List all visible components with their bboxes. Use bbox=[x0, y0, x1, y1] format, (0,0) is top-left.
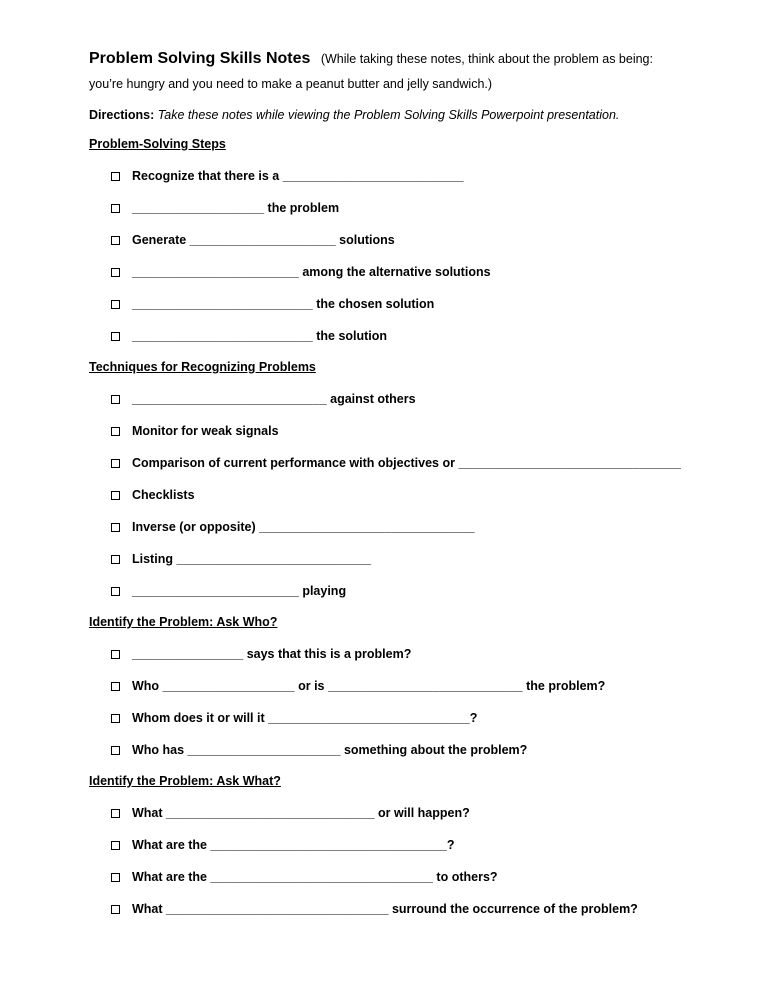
section-heading-ask-who: Identify the Problem: Ask Who? bbox=[89, 615, 278, 629]
checkbox-square-icon[interactable] bbox=[111, 873, 120, 882]
checklist-item: Generate _____________________ solutions bbox=[111, 233, 395, 247]
checklist-item: Who ___________________ or is ____________________________ the problem? bbox=[111, 679, 605, 693]
checkbox-square-icon[interactable] bbox=[111, 809, 120, 818]
title-note-continued: you’re hungry and you need to make a peanut butter and jelly sandwich.) bbox=[89, 77, 493, 91]
checkbox-square-icon[interactable] bbox=[111, 332, 120, 341]
checkbox-square-icon[interactable] bbox=[111, 841, 120, 850]
checkbox-square-icon[interactable] bbox=[111, 268, 120, 277]
checklist-item: Whom does it or will it _____________________________? bbox=[111, 711, 477, 725]
checkbox-square-icon[interactable] bbox=[111, 714, 120, 723]
checkbox-square-icon[interactable] bbox=[111, 905, 120, 914]
checklist-item: __________________________ the chosen solution bbox=[111, 297, 434, 311]
checklist-item: ____________________________ against others bbox=[111, 392, 416, 406]
checklist-item: Who has ______________________ something about the problem? bbox=[111, 743, 527, 757]
checklist-item: Recognize that there is a __________________________ bbox=[111, 169, 463, 183]
checkbox-square-icon[interactable] bbox=[111, 555, 120, 564]
checkbox-square-icon[interactable] bbox=[111, 427, 120, 436]
directions-label: Directions: bbox=[89, 108, 155, 122]
checklist-item: Comparison of current performance with objectives or ________________________________ bbox=[111, 456, 681, 470]
title-line bbox=[89, 50, 653, 68]
checkbox-square-icon[interactable] bbox=[111, 746, 120, 755]
checkbox-square-icon[interactable] bbox=[111, 650, 120, 659]
checkbox-square-icon[interactable] bbox=[111, 682, 120, 691]
checklist-item: ________________________ among the alternative solutions bbox=[111, 265, 491, 279]
page-title: Problem Solving Skills Notes bbox=[89, 50, 311, 67]
checklist-item: What ______________________________ or will happen? bbox=[111, 806, 470, 820]
checklist-item: __________________________ the solution bbox=[111, 329, 387, 343]
section-heading-problem-solving-steps: Problem-Solving Steps bbox=[89, 137, 226, 151]
checkbox-square-icon[interactable] bbox=[111, 587, 120, 596]
checklist-item: ___________________ the problem bbox=[111, 201, 339, 215]
checkbox-square-icon[interactable] bbox=[111, 172, 120, 181]
checkbox-square-icon[interactable] bbox=[111, 491, 120, 500]
checklist-item: Inverse (or opposite) _______________________________ bbox=[111, 520, 475, 534]
checkbox-square-icon[interactable] bbox=[111, 204, 120, 213]
section-heading-techniques: Techniques for Recognizing Problems bbox=[89, 360, 316, 374]
checkbox-square-icon[interactable] bbox=[111, 395, 120, 404]
checkbox-square-icon[interactable] bbox=[111, 459, 120, 468]
checklist-item: ________________ says that this is a problem? bbox=[111, 647, 411, 661]
directions bbox=[89, 108, 619, 122]
directions-text: Take these notes while viewing the Problem Solving Skills Powerpoint presentation. bbox=[157, 108, 620, 122]
checkbox-square-icon[interactable] bbox=[111, 523, 120, 532]
checkbox-square-icon[interactable] bbox=[111, 300, 120, 309]
checkbox-square-icon[interactable] bbox=[111, 236, 120, 245]
section-heading-ask-what: Identify the Problem: Ask What? bbox=[89, 774, 281, 788]
checklist-item: Checklists bbox=[111, 488, 195, 502]
checklist-item: What are the __________________________________? bbox=[111, 838, 455, 852]
checklist-item: Monitor for weak signals bbox=[111, 424, 279, 438]
checklist-item: What ________________________________ surround the occurrence of the problem? bbox=[111, 902, 638, 916]
checklist-item: ________________________ playing bbox=[111, 584, 346, 598]
checklist-item: What are the ________________________________ to others? bbox=[111, 870, 498, 884]
title-note: (While taking these notes, think about the problem as being: bbox=[320, 52, 653, 66]
checklist-item: Listing ____________________________ bbox=[111, 552, 371, 566]
